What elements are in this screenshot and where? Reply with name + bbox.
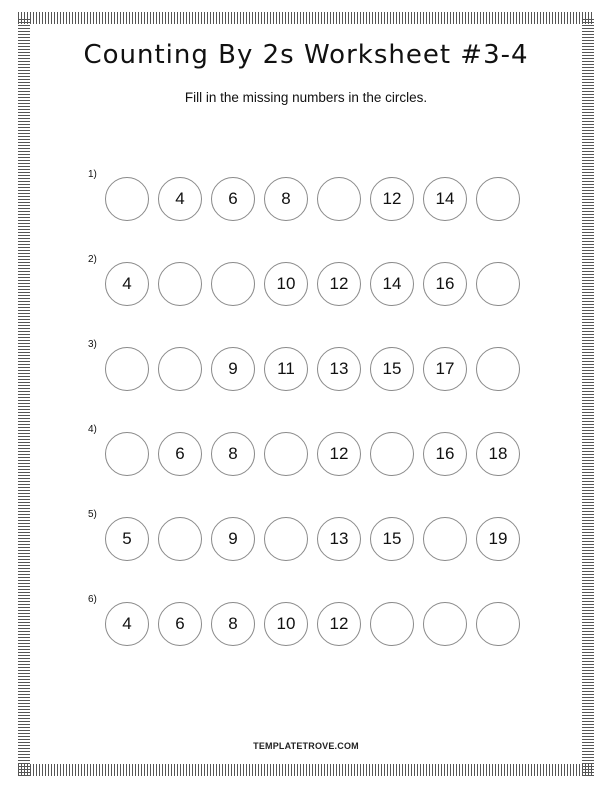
- answer-circle-empty[interactable]: [158, 347, 202, 391]
- number-circle: 15: [370, 347, 414, 391]
- answer-circle-empty[interactable]: [423, 602, 467, 646]
- answer-circle-empty[interactable]: [370, 432, 414, 476]
- problem-row: [0, 509, 612, 567]
- number-circle: 5: [105, 517, 149, 561]
- number-circle: 17: [423, 347, 467, 391]
- number-circle: 12: [370, 177, 414, 221]
- answer-circle-empty[interactable]: [370, 602, 414, 646]
- answer-circle-empty[interactable]: [317, 177, 361, 221]
- number-circle: 16: [423, 262, 467, 306]
- number-circle: 8: [264, 177, 308, 221]
- problem-row: [0, 339, 612, 397]
- number-circle: 16: [423, 432, 467, 476]
- worksheet-title: Counting By 2s Worksheet #3-4: [83, 40, 529, 70]
- number-circle: 8: [211, 432, 255, 476]
- number-circle: 13: [317, 347, 361, 391]
- answer-circle-empty[interactable]: [476, 177, 520, 221]
- problem-number: 1): [88, 169, 97, 180]
- answer-circle-empty[interactable]: [158, 262, 202, 306]
- answer-circle-empty[interactable]: [105, 432, 149, 476]
- number-circle: 13: [317, 517, 361, 561]
- page-border-top: [18, 12, 594, 24]
- number-circle: 12: [317, 602, 361, 646]
- problem-row: [0, 254, 612, 312]
- answer-circle-empty[interactable]: [476, 602, 520, 646]
- number-circle: 10: [264, 602, 308, 646]
- page-border-bottom: [18, 764, 594, 776]
- number-circle: 10: [264, 262, 308, 306]
- number-circle: 4: [105, 602, 149, 646]
- number-circle: 4: [105, 262, 149, 306]
- number-circle: 6: [158, 432, 202, 476]
- problem-number: 5): [88, 509, 97, 520]
- answer-circle-empty[interactable]: [423, 517, 467, 561]
- answer-circle-empty[interactable]: [158, 517, 202, 561]
- answer-circle-empty[interactable]: [476, 262, 520, 306]
- number-circle: 15: [370, 517, 414, 561]
- problem-row: [0, 594, 612, 652]
- number-circle: 6: [158, 602, 202, 646]
- problem-number: 3): [88, 339, 97, 350]
- problem-number: 4): [88, 424, 97, 435]
- number-circle: 11: [264, 347, 308, 391]
- page-border-left: [18, 18, 30, 776]
- answer-circle-empty[interactable]: [264, 517, 308, 561]
- problem-number: 2): [88, 254, 97, 265]
- number-circle: 12: [317, 262, 361, 306]
- number-circle: 9: [211, 347, 255, 391]
- problem-row: [0, 169, 612, 227]
- number-circle: 9: [211, 517, 255, 561]
- page-border-right: [582, 18, 594, 776]
- number-circle: 12: [317, 432, 361, 476]
- number-circle: 6: [211, 177, 255, 221]
- instructions: Fill in the missing numbers in the circles.: [184, 90, 428, 105]
- number-circle: 19: [476, 517, 520, 561]
- answer-circle-empty[interactable]: [264, 432, 308, 476]
- number-circle: 8: [211, 602, 255, 646]
- number-circle: 4: [158, 177, 202, 221]
- answer-circle-empty[interactable]: [211, 262, 255, 306]
- footer-brand: TEMPLATETROVE.COM: [253, 741, 359, 751]
- number-circle: 14: [370, 262, 414, 306]
- problem-number: 6): [88, 594, 97, 605]
- answer-circle-empty[interactable]: [476, 347, 520, 391]
- number-circle: 18: [476, 432, 520, 476]
- number-circle: 14: [423, 177, 467, 221]
- answer-circle-empty[interactable]: [105, 177, 149, 221]
- answer-circle-empty[interactable]: [105, 347, 149, 391]
- problem-row: [0, 424, 612, 482]
